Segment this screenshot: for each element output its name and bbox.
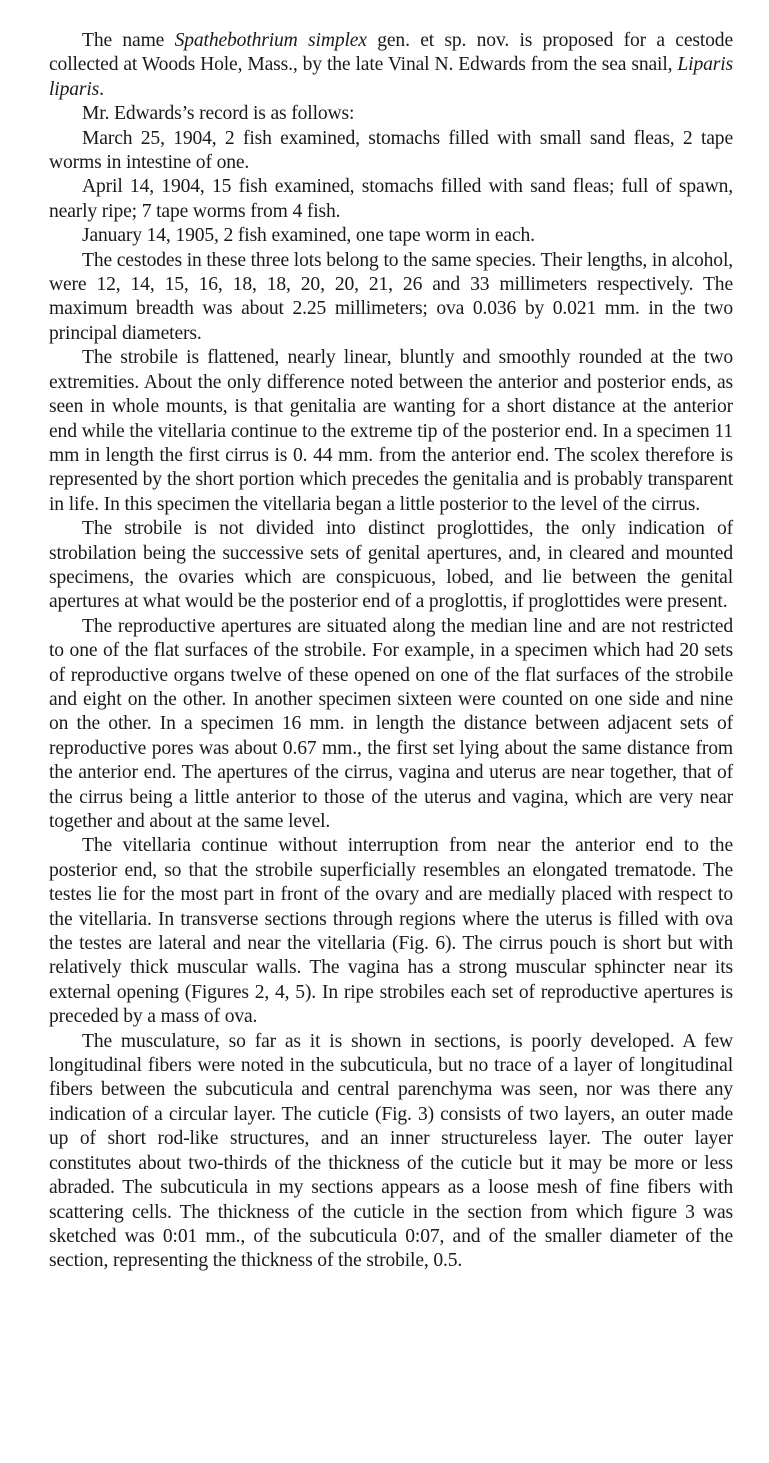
text-segment: gen. et sp. nov. is proposed for a cestode collected at Woods Hole, Mass., by the late Vinal N. Edwards from the sea snail, xyxy=(49,30,733,76)
text-segment: The strobile is not divided into distinct proglottides, the only indication of strobilation being the successive sets of genital apertures, and, in cleared and mounted specimens, the ovaries which are conspicuous, lobed, and lie between the genital apertures at what would be the posterior end of a proglottis, if proglottides were present. xyxy=(49,518,733,613)
paragraph-musculature xyxy=(49,1030,733,1274)
text-segment: March 25, 1904, 2 fish examined, stomachs filled with small sand fleas, 2 tape worms in intestine of one. xyxy=(49,127,733,174)
text-segment: The strobile is flattened, nearly linear, bluntly and smoothly rounded at the two extremities. About the only difference noted between the anterior and posterior ends, as seen in whole mounts, is that genitalia are wanting for a short distance at the anterior end while the vitellaria continue to the extreme tip of the posterior end. In a specimen 11 mm in length the first cirrus is 0. 44 mm. from the anterior end. The scolex therefore is represented by the short portion which precedes the genitalia and is probably transparent in life. In this specimen the vitellaria began a little posterior to the level of the cirrus. xyxy=(49,347,733,515)
text-segment: January 14, 1905, 2 fish examined, one tape worm in each. xyxy=(82,225,535,247)
paragraph-record-april xyxy=(49,175,733,224)
paragraph-intro xyxy=(49,29,733,102)
text-segment: . xyxy=(99,78,104,100)
paragraph-vitellaria xyxy=(49,834,733,1029)
paragraph-record-january xyxy=(49,224,733,248)
text-segment: The name xyxy=(82,30,175,51)
text-segment: April 14, 1904, 15 fish examined, stomachs filled with sand fleas; full of spawn, nearly ripe; 7 tape worms from 4 fish. xyxy=(49,176,733,222)
text-segment: The musculature, so far as it is shown in sections, is poorly developed. A few longitudinal fibers were noted in the subcuticula, but no trace of a layer of longitudinal fibers between the subcuticula and central parenchyma was seen, nor was there any indication of a circular layer. The cuticle (Fig. 3) consists of two layers, an outer made up of short rod-like structures, and an inner structureless layer. The outer layer constitutes about two-thirds of the thickness of the cuticle but it may be more or less abraded. The subcuticula in my sections appears as a loose mesh of fine fibers with scattering cells. The thickness of the cuticle in the section from which figure 3 was sketched was 0:01 mm., of the subcuticula 0:07, and of the smaller diameter of the section, representing the thickness of the strobile, 0.5. xyxy=(49,1030,733,1272)
paragraph-proglottides xyxy=(49,517,733,615)
text-segment: The vitellaria continue without interruption from near the anterior end to the posterior end, so that the strobile superficially resembles an elongated trematode. The testes lie for the most part in front of the ovary and are medially placed with respect to the vitellaria. In transverse sections through regions where the uterus is filled with ova the testes are lateral and near the vitellaria (Fig. 6). The cirrus pouch is short but with relatively thick muscular walls. The vagina has a strong muscular sphincter near its external opening (Figures 2, 4, 5). In ripe strobiles each set of reproductive apertures is preceded by a mass of ova. xyxy=(49,835,733,1028)
paragraph-reproductive-apertures xyxy=(49,615,733,835)
paragraph-record-intro xyxy=(49,102,733,126)
text-segment: The reproductive apertures are situated along the median line and are not restricted to one of the flat surfaces of the strobile. For example, in a specimen which had 20 sets of reproductive organs twelve of these opened on one of the flat surfaces of the strobile and eight on the other. In another specimen sixteen were counted on one side and nine on the other. In a specimen 16 mm. in length the distance between adjacent sets of reproductive pores was about 0.67 mm., the first set lying about the same distance from the anterior end. The apertures of the cirrus, vagina and uterus are near together, that of the cirrus being a little anterior to those of the uterus and vagina, which are very near together and about at the same level. xyxy=(49,615,733,832)
host-name-italic: Liparis liparis xyxy=(49,54,733,100)
text-segment: The cestodes in these three lots belong to the same species. Their lengths, in alcohol, were 12, 14, 15, 16, 18, 18, 20, 20, 21, 26 and 33 millimeters respectively. The maximum breadth was about 2.25 millimeters; ova 0.036 by 0.021 mm. in the two principal diameters. xyxy=(49,249,733,344)
species-name-italic: Spathebothrium simplex xyxy=(174,30,367,51)
paragraph-strobile-shape xyxy=(49,346,733,517)
document-page xyxy=(49,29,733,1274)
paragraph-measurements xyxy=(49,249,733,347)
text-segment: Mr. Edwards’s record is as follows: xyxy=(82,103,355,125)
paragraph-record-march xyxy=(49,127,733,176)
